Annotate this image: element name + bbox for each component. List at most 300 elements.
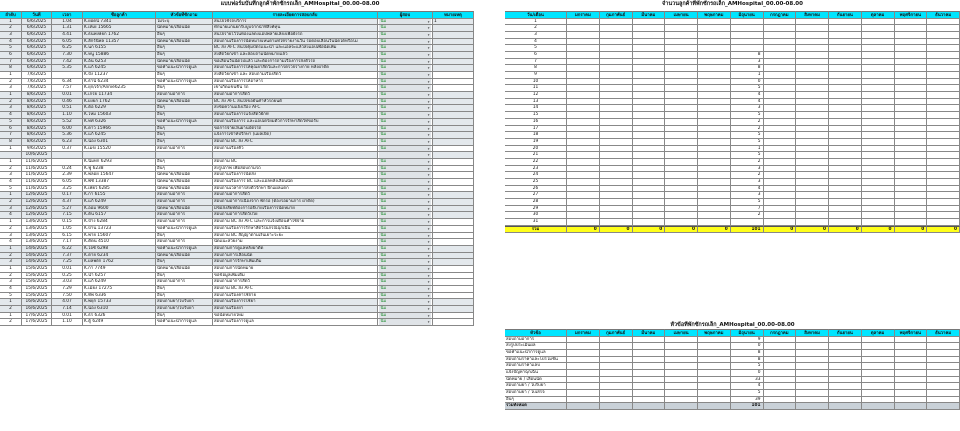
table-cell[interactable]: K.ผลพย์ก 1762 [83, 259, 156, 266]
month-count-cell[interactable] [829, 166, 862, 173]
table-cell[interactable] [433, 206, 474, 213]
month-count-cell[interactable] [600, 72, 633, 79]
month-count-cell[interactable] [698, 159, 731, 166]
reporter-value[interactable] [379, 313, 431, 319]
table-cell[interactable]: สอบถามเรื่องการดูแล [213, 319, 378, 326]
day-cell[interactable]: 29 [505, 206, 567, 213]
chevron-down-icon[interactable]: ▾ [427, 19, 430, 24]
month-count-cell[interactable] [600, 105, 633, 112]
month-count-cell[interactable] [600, 219, 633, 226]
month-count-cell[interactable] [600, 119, 633, 126]
table-cell[interactable]: อื่นๆ [156, 166, 213, 173]
table-cell[interactable]: 5.36 [52, 132, 83, 139]
table-cell[interactable]: 1 [433, 19, 474, 26]
month-count-cell[interactable] [927, 192, 960, 199]
table-cell[interactable]: สอบถามเรื่องการนัดหมายเห็นตามที่ให้รายงานวัน รอตอบเลื่อนวันนัดได้หรือไม่ [213, 39, 378, 46]
month-count-cell[interactable] [567, 59, 600, 66]
table-cell[interactable]: 7.30 [52, 52, 83, 59]
june-count-cell[interactable]: 4 [731, 186, 764, 193]
month-count-cell[interactable] [862, 159, 895, 166]
month-count-cell[interactable] [829, 45, 862, 52]
table-cell[interactable]: นัดหมาย/เลื่อนนัด [156, 253, 213, 260]
table-cell[interactable]: K.ตาย 6234 [83, 253, 156, 260]
table-cell[interactable]: สอบถามอาการสัตว์ [213, 192, 378, 199]
topic-count-cell[interactable] [665, 350, 698, 357]
table-cell[interactable] [52, 159, 83, 166]
chevron-down-icon[interactable]: ▾ [427, 106, 430, 111]
month-count-cell[interactable] [698, 92, 731, 99]
month-count-cell[interactable] [927, 212, 960, 219]
day-cell[interactable]: 10 [505, 79, 567, 86]
topic-count-cell[interactable] [600, 363, 633, 370]
month-count-cell[interactable] [927, 172, 960, 179]
month-count-cell[interactable] [895, 39, 928, 46]
reporter-value[interactable] [379, 25, 431, 31]
reporter-value[interactable] [379, 19, 431, 25]
month-count-cell[interactable] [600, 212, 633, 219]
table-cell[interactable] [433, 279, 474, 286]
table-cell[interactable]: อื่นๆ [156, 259, 213, 266]
month-count-cell[interactable] [698, 65, 731, 72]
table-cell[interactable]: K.ไอซ์ 6298 [83, 246, 156, 253]
table-cell[interactable]: 13/6/2025 [22, 239, 52, 246]
month-count-cell[interactable] [796, 159, 829, 166]
table-cell[interactable]: สอบถามอาการ [156, 219, 213, 226]
month-count-cell[interactable] [633, 79, 666, 86]
month-count-cell[interactable] [764, 192, 797, 199]
table-cell[interactable]: ส่งสัตว์ยกเข้า และสอบถามนัดหมายแล้ว [213, 52, 378, 59]
table-cell[interactable]: BC ส่ง AFC สนใจคุ้มบัตรแนะนำ และแอลจะแล้วส่งแอปเพื่อนัดเพิ่ม [213, 45, 378, 52]
june-topic-count[interactable]: 39 [731, 397, 764, 404]
topic-count-cell[interactable] [600, 397, 633, 404]
table-cell[interactable]: K.ต้อ 6229 [83, 105, 156, 112]
month-count-cell[interactable] [567, 25, 600, 32]
table-cell[interactable]: 2 [0, 273, 22, 280]
chevron-down-icon[interactable]: ▾ [427, 280, 430, 285]
reporter-value[interactable] [379, 32, 431, 38]
chevron-down-icon[interactable]: ▾ [427, 86, 430, 91]
chevron-down-icon[interactable]: ▾ [427, 79, 430, 84]
topic-count-cell[interactable] [633, 337, 666, 344]
chevron-down-icon[interactable]: ▾ [427, 313, 430, 318]
month-count-cell[interactable] [764, 112, 797, 119]
table-cell[interactable]: K.เมฆ 15520 [83, 146, 156, 153]
reporter-dropdown[interactable] [378, 126, 433, 133]
month-count-cell[interactable] [567, 45, 600, 52]
month-count-cell[interactable] [796, 186, 829, 193]
reporter-dropdown[interactable] [378, 132, 433, 139]
month-count-cell[interactable] [633, 186, 666, 193]
table-cell[interactable]: สอบถามเรื่องคิว [213, 146, 378, 153]
month-count-cell[interactable] [829, 19, 862, 26]
topic-count-cell[interactable] [796, 397, 829, 404]
table-cell[interactable]: 2 [0, 99, 22, 106]
table-cell[interactable]: 2 [0, 319, 22, 326]
month-count-cell[interactable] [829, 206, 862, 213]
month-count-cell[interactable] [764, 85, 797, 92]
month-count-cell[interactable] [698, 199, 731, 206]
reporter-dropdown[interactable] [378, 313, 433, 320]
table-cell[interactable]: 9/6/2025 [22, 146, 52, 153]
topic-count-cell[interactable] [927, 397, 960, 404]
topic-count-cell[interactable] [600, 350, 633, 357]
topic-count-cell[interactable] [665, 390, 698, 397]
table-cell[interactable]: ขอการจ่ายเงินผ่านบัตรรถ [213, 126, 378, 133]
topic-count-cell[interactable] [829, 337, 862, 344]
month-count-cell[interactable] [927, 59, 960, 66]
topic-count-cell[interactable] [665, 337, 698, 344]
month-count-cell[interactable] [567, 179, 600, 186]
table-cell[interactable] [433, 59, 474, 66]
reporter-value[interactable] [379, 273, 431, 279]
topic-count-cell[interactable] [698, 357, 731, 364]
topic-count-cell[interactable] [895, 350, 928, 357]
table-cell[interactable] [433, 192, 474, 199]
month-count-cell[interactable] [567, 99, 600, 106]
month-count-cell[interactable] [796, 19, 829, 26]
month-count-cell[interactable] [796, 112, 829, 119]
table-cell[interactable]: ขอคำแนะนำการดูแล [156, 246, 213, 253]
month-count-cell[interactable] [633, 52, 666, 59]
chevron-down-icon[interactable]: ▾ [427, 99, 430, 104]
reporter-value[interactable] [379, 319, 431, 325]
topic-count-cell[interactable] [633, 390, 666, 397]
month-count-cell[interactable] [927, 206, 960, 213]
month-count-cell[interactable] [665, 105, 698, 112]
table-cell[interactable]: สอบถามอาการสัตว์ [213, 92, 378, 99]
day-cell[interactable]: 31 [505, 219, 567, 226]
month-count-cell[interactable] [829, 132, 862, 139]
day-cell[interactable]: 24 [505, 172, 567, 179]
topic-count-cell[interactable] [600, 343, 633, 350]
table-cell[interactable]: K.ทิพ 6336 [83, 293, 156, 300]
table-cell[interactable] [433, 119, 474, 126]
month-count-cell[interactable] [633, 166, 666, 173]
day-cell[interactable]: 5 [505, 45, 567, 52]
month-count-cell[interactable] [600, 99, 633, 106]
topic-count-cell[interactable] [698, 343, 731, 350]
month-count-cell[interactable] [698, 25, 731, 32]
month-count-cell[interactable] [927, 199, 960, 206]
table-cell[interactable]: 6.15 [52, 233, 83, 240]
month-count-cell[interactable] [796, 172, 829, 179]
table-cell[interactable]: 2 [0, 79, 22, 86]
table-cell[interactable]: 11/6/2025 [22, 159, 52, 166]
table-cell[interactable]: 4 [0, 112, 22, 119]
june-count-cell[interactable]: 2 [731, 159, 764, 166]
month-count-cell[interactable] [665, 45, 698, 52]
month-count-cell[interactable] [895, 72, 928, 79]
topic-count-cell[interactable] [927, 370, 960, 377]
chevron-down-icon[interactable]: ▾ [427, 159, 430, 164]
table-cell[interactable] [83, 152, 156, 159]
table-cell[interactable]: 3 [0, 206, 22, 213]
table-cell[interactable]: 6 [0, 126, 22, 133]
topic-count-cell[interactable] [600, 357, 633, 364]
month-count-cell[interactable] [600, 172, 633, 179]
day-cell[interactable]: 27 [505, 192, 567, 199]
chevron-down-icon[interactable]: ▾ [427, 133, 430, 138]
topic-count-cell[interactable] [796, 343, 829, 350]
reporter-dropdown[interactable] [378, 112, 433, 119]
month-count-cell[interactable] [862, 112, 895, 119]
table-cell[interactable] [433, 79, 474, 86]
month-count-cell[interactable] [829, 79, 862, 86]
table-cell[interactable]: 7/6/2025 [22, 72, 52, 79]
day-cell[interactable]: 13 [505, 99, 567, 106]
table-cell[interactable]: K.กา 6155 [83, 192, 156, 199]
table-cell[interactable]: สอบถามเรื่องค่าใช้จ่าย [213, 293, 378, 300]
month-count-cell[interactable] [665, 132, 698, 139]
table-cell[interactable]: 8/6/2025 [22, 119, 52, 126]
month-count-cell[interactable] [698, 132, 731, 139]
table-cell[interactable]: 0.17 [52, 192, 83, 199]
month-count-cell[interactable] [600, 199, 633, 206]
month-count-cell[interactable] [927, 152, 960, 159]
topic-count-cell[interactable] [862, 377, 895, 384]
month-count-cell[interactable] [862, 65, 895, 72]
day-cell[interactable]: 7 [505, 59, 567, 66]
month-count-cell[interactable] [862, 79, 895, 86]
june-count-cell[interactable]: 5 [731, 112, 764, 119]
month-count-cell[interactable] [895, 219, 928, 226]
table-cell[interactable] [52, 152, 83, 159]
table-cell[interactable]: 1 [0, 159, 22, 166]
table-cell[interactable]: 1 [0, 19, 22, 26]
table-cell[interactable] [433, 313, 474, 320]
month-count-cell[interactable] [796, 32, 829, 39]
month-count-cell[interactable] [796, 132, 829, 139]
reporter-dropdown[interactable] [378, 279, 433, 286]
table-cell[interactable]: อื่นๆ [156, 126, 213, 133]
topic-count-cell[interactable] [764, 337, 797, 344]
month-count-cell[interactable] [665, 199, 698, 206]
reporter-value[interactable] [379, 105, 431, 111]
month-count-cell[interactable] [665, 126, 698, 133]
table-cell[interactable] [433, 146, 474, 153]
table-cell[interactable]: 11/6/2025 [22, 166, 52, 173]
chevron-down-icon[interactable]: ▾ [427, 39, 430, 44]
month-count-cell[interactable] [567, 172, 600, 179]
topic-count-cell[interactable] [829, 343, 862, 350]
table-cell[interactable]: 1 [0, 146, 22, 153]
month-count-cell[interactable] [665, 139, 698, 146]
june-topic-count[interactable]: 33 [731, 377, 764, 384]
table-cell[interactable]: 7 [0, 132, 22, 139]
table-cell[interactable] [433, 273, 474, 280]
topic-count-cell[interactable] [764, 377, 797, 384]
reporter-dropdown[interactable] [378, 239, 433, 246]
table-cell[interactable]: 2.39 [52, 172, 83, 179]
month-count-cell[interactable] [567, 199, 600, 206]
day-cell[interactable]: 9 [505, 72, 567, 79]
table-cell[interactable]: 4 [0, 286, 22, 293]
month-count-cell[interactable] [600, 146, 633, 153]
day-cell[interactable]: 14 [505, 105, 567, 112]
table-cell[interactable]: 4.07 [52, 299, 83, 306]
table-cell[interactable]: K.ป้าง 6284 [83, 219, 156, 226]
month-count-cell[interactable] [665, 186, 698, 193]
month-count-cell[interactable] [862, 199, 895, 206]
table-cell[interactable]: 8/6/2025 [22, 126, 52, 133]
table-cell[interactable]: สนใจใช้รถบริการ [213, 19, 378, 26]
month-count-cell[interactable] [895, 206, 928, 213]
reporter-dropdown[interactable] [378, 199, 433, 206]
month-count-cell[interactable] [764, 105, 797, 112]
month-count-cell[interactable] [633, 119, 666, 126]
table-cell[interactable]: มีข้อสงสัยที่ต้องการอธิบายเรื่องการนัดหมาย [213, 206, 378, 213]
reporter-value[interactable] [379, 219, 431, 225]
topic-count-cell[interactable] [862, 397, 895, 404]
table-cell[interactable]: 1.05 [52, 226, 83, 233]
month-count-cell[interactable] [796, 166, 829, 173]
month-count-cell[interactable] [633, 199, 666, 206]
month-count-cell[interactable] [600, 186, 633, 193]
table-cell[interactable]: ขอคำแนะนำการดูแล [156, 65, 213, 72]
table-cell[interactable]: K.หนู 15886 [83, 52, 156, 59]
reporter-dropdown[interactable] [378, 119, 433, 126]
month-count-cell[interactable] [698, 59, 731, 66]
topic-count-cell[interactable] [927, 350, 960, 357]
table-cell[interactable]: 1 [0, 219, 22, 226]
table-cell[interactable]: K.ธานี 6234 [83, 79, 156, 86]
topic-count-cell[interactable] [862, 337, 895, 344]
table-cell[interactable]: 8/6/2025 [22, 112, 52, 119]
table-cell[interactable]: 16/6/2025 [22, 299, 52, 306]
month-count-cell[interactable] [633, 172, 666, 179]
chevron-down-icon[interactable]: ▾ [427, 240, 430, 245]
table-cell[interactable]: อื่นๆ [156, 293, 213, 300]
table-cell[interactable]: 1.10 [52, 112, 83, 119]
month-count-cell[interactable] [600, 179, 633, 186]
chevron-down-icon[interactable]: ▾ [427, 193, 430, 198]
table-cell[interactable] [433, 166, 474, 173]
month-count-cell[interactable] [633, 146, 666, 153]
june-count-cell[interactable]: 8 [731, 52, 764, 59]
month-count-cell[interactable] [633, 72, 666, 79]
table-cell[interactable]: 4.37 [52, 199, 83, 206]
june-count-cell[interactable]: 0 [731, 79, 764, 86]
table-cell[interactable]: K.พยุก 15733 [83, 299, 156, 306]
month-count-cell[interactable] [633, 212, 666, 219]
month-count-cell[interactable] [665, 152, 698, 159]
table-cell[interactable]: 15/6/2025 [22, 293, 52, 300]
june-count-cell[interactable]: 3 [731, 179, 764, 186]
chevron-down-icon[interactable]: ▾ [427, 180, 430, 184]
month-count-cell[interactable] [698, 39, 731, 46]
month-count-cell[interactable] [698, 192, 731, 199]
topic-count-cell[interactable] [633, 370, 666, 377]
table-cell[interactable]: 14/6/2025 [22, 253, 52, 260]
table-cell[interactable]: K.นก 6155 [83, 45, 156, 52]
topic-count-cell[interactable] [633, 357, 666, 364]
month-count-cell[interactable] [895, 99, 928, 106]
month-count-cell[interactable] [927, 99, 960, 106]
chevron-down-icon[interactable]: ▾ [427, 226, 430, 231]
reporter-dropdown[interactable] [378, 92, 433, 99]
month-count-cell[interactable] [862, 132, 895, 139]
june-count-cell[interactable] [731, 19, 764, 26]
table-cell[interactable]: 8 [0, 139, 22, 146]
table-cell[interactable] [433, 72, 474, 79]
day-cell[interactable]: 8 [505, 65, 567, 72]
month-count-cell[interactable] [665, 172, 698, 179]
month-count-cell[interactable] [600, 126, 633, 133]
month-count-cell[interactable] [796, 79, 829, 86]
june-count-cell[interactable]: 3 [731, 105, 764, 112]
table-cell[interactable]: 3 [0, 85, 22, 92]
table-cell[interactable]: 11/6/2025 [22, 179, 52, 186]
table-cell[interactable]: นัดหมาย/เลื่อนนัด [156, 172, 213, 179]
month-count-cell[interactable] [600, 92, 633, 99]
month-count-cell[interactable] [567, 206, 600, 213]
month-count-cell[interactable] [764, 186, 797, 193]
topic-label-cell[interactable]: สอบถามราคาและโปรโมชั่น [505, 357, 567, 364]
chevron-down-icon[interactable]: ▾ [427, 233, 430, 238]
topic-label-cell[interactable]: ส่งรูปประเมินผล [505, 343, 567, 350]
month-count-cell[interactable] [698, 112, 731, 119]
day-cell[interactable]: 21 [505, 152, 567, 159]
month-count-cell[interactable] [796, 72, 829, 79]
month-count-cell[interactable] [764, 132, 797, 139]
month-count-cell[interactable] [927, 45, 960, 52]
table-cell[interactable]: อื่นๆ [156, 286, 213, 293]
reporter-dropdown[interactable] [378, 166, 433, 173]
table-cell[interactable]: สอบถามเรื่องการใช้ยา [213, 299, 378, 306]
topic-count-cell[interactable] [665, 397, 698, 404]
month-count-cell[interactable] [862, 19, 895, 26]
table-cell[interactable]: สอบถามอาการ [156, 192, 213, 199]
month-count-cell[interactable] [829, 139, 862, 146]
table-cell[interactable]: 6.25 [52, 45, 83, 52]
table-cell[interactable]: 0.01 [52, 313, 83, 320]
table-cell[interactable]: สอบถามเวลาการส่งตัวรักษา ฝึกแผลแตก [213, 186, 378, 193]
table-cell[interactable]: สอบถามยา/ใบรับยา [156, 299, 213, 306]
month-count-cell[interactable] [829, 192, 862, 199]
month-count-cell[interactable] [600, 192, 633, 199]
table-cell[interactable]: ขอคำแนะนำการดูแล [156, 319, 213, 326]
month-count-cell[interactable] [698, 186, 731, 193]
table-cell[interactable]: 17/6/2025 [22, 319, 52, 326]
topic-count-cell[interactable] [796, 370, 829, 377]
month-count-cell[interactable] [567, 166, 600, 173]
table-cell[interactable]: อื่นๆ [156, 52, 213, 59]
table-cell[interactable]: แจ้งการเข้าที่ปรึกษา (แผลเปิด) [213, 132, 378, 139]
month-count-cell[interactable] [665, 32, 698, 39]
table-cell[interactable]: 8/6/2025 [22, 99, 52, 106]
table-cell[interactable]: K.แก้ 6249 [83, 279, 156, 286]
reporter-value[interactable] [379, 279, 431, 285]
table-cell[interactable]: ขอคำแนะนำการดูแล [156, 119, 213, 126]
month-count-cell[interactable] [829, 52, 862, 59]
month-count-cell[interactable] [927, 19, 960, 26]
month-count-cell[interactable] [927, 39, 960, 46]
month-count-cell[interactable] [829, 92, 862, 99]
table-cell[interactable] [433, 52, 474, 59]
table-cell[interactable]: สอบถาม BC [213, 159, 378, 166]
table-cell[interactable]: 12/6/2025 [22, 199, 52, 206]
month-count-cell[interactable] [764, 206, 797, 213]
table-cell[interactable]: 6.00 [52, 126, 83, 133]
table-cell[interactable]: 15/6/2025 [22, 286, 52, 293]
table-cell[interactable]: สอบถามอาการสัตว์ [213, 279, 378, 286]
month-count-cell[interactable] [665, 52, 698, 59]
chevron-down-icon[interactable]: ▾ [427, 93, 430, 98]
month-count-cell[interactable] [895, 85, 928, 92]
month-count-cell[interactable] [764, 39, 797, 46]
table-cell[interactable]: 3 [0, 105, 22, 112]
month-count-cell[interactable] [895, 79, 928, 86]
